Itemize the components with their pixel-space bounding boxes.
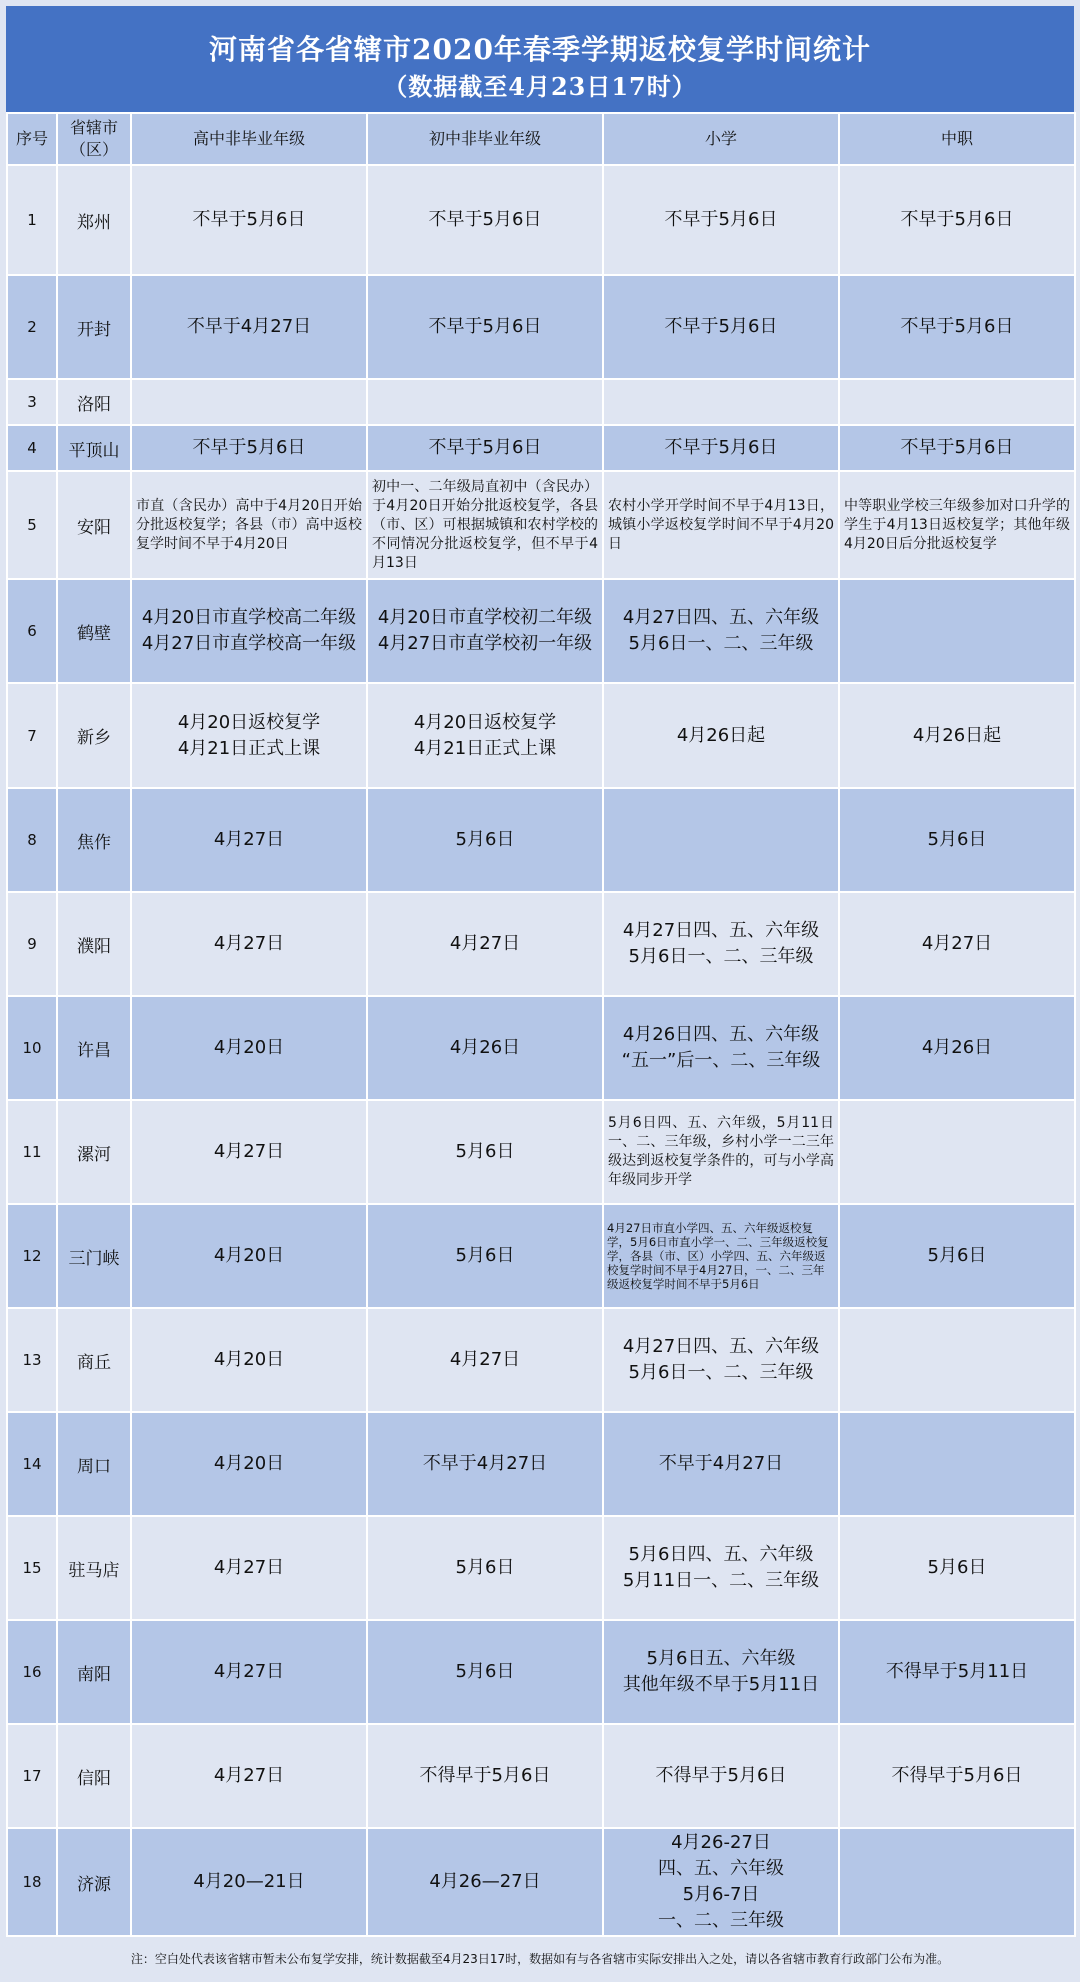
cell-primary	[603, 579, 839, 683]
table-row	[7, 1516, 1075, 1620]
cell-text: 5月6日	[455, 1557, 515, 1578]
cell-middle	[367, 275, 603, 379]
table-row	[7, 1620, 1075, 1724]
cell-high	[131, 579, 367, 683]
cell-text: 5月6日	[927, 1245, 987, 1266]
document-title: 河南省各省辖市2020年春季学期返校复学时间统计	[209, 33, 871, 66]
cell-text: 4月27日四、五、六年级	[622, 1336, 820, 1357]
cell-text: 4月27日	[213, 829, 285, 850]
cell-vocational	[839, 165, 1075, 275]
table-row	[7, 1100, 1075, 1204]
cell-text: 4月21日正式上课	[177, 737, 321, 759]
cell-high	[131, 996, 367, 1100]
schedule-table	[6, 112, 1076, 1937]
cell-middle	[367, 471, 603, 579]
cell-vocational	[839, 425, 1075, 471]
cell-high	[131, 1516, 367, 1620]
table-row	[7, 425, 1075, 471]
row-index: 13	[7, 1308, 57, 1412]
cell-vocational	[839, 1100, 1075, 1204]
city-name: 焦作	[57, 788, 131, 892]
cell-text: 4月20日	[213, 1245, 285, 1266]
row-index: 10	[7, 996, 57, 1100]
cell-high	[131, 1308, 367, 1412]
cell-middle	[367, 892, 603, 996]
cell-text: 4月27日市直学校高一年级	[141, 633, 357, 654]
cell-primary	[603, 996, 839, 1100]
row-index: 11	[7, 1100, 57, 1204]
cell-text: 4月20日市直学校初二年级	[377, 607, 593, 628]
cell-text: “五一”后一、二、三年级	[621, 1050, 821, 1071]
cell-text: 4月27日	[449, 933, 521, 954]
header-vocational: 中职	[839, 113, 1075, 165]
table-row	[7, 1308, 1075, 1412]
cell-text: 5月6日五、六年级	[646, 1648, 796, 1669]
city-name: 安阳	[57, 471, 131, 579]
cell-text: 5月6日	[927, 829, 987, 850]
city-name: 济源	[57, 1828, 131, 1936]
cell-middle	[367, 1516, 603, 1620]
cell-vocational	[839, 788, 1075, 892]
table-row	[7, 996, 1075, 1100]
cell-text: 4月20日	[213, 1349, 285, 1370]
cell-text: 四、五、六年级	[658, 1858, 784, 1879]
header-high-school: 高中非毕业年级	[131, 113, 367, 165]
cell-text: 其他年级不早于5月11日	[622, 1674, 820, 1695]
cell-high	[131, 379, 367, 425]
cell-text: 5月6日	[455, 1141, 515, 1162]
cell-high	[131, 275, 367, 379]
cell-vocational	[839, 1724, 1075, 1828]
row-index: 3	[7, 379, 57, 425]
cell-vocational	[839, 1308, 1075, 1412]
cell-vocational	[839, 1516, 1075, 1620]
cell-text: 不早于4月27日	[658, 1453, 784, 1474]
cell-middle	[367, 1100, 603, 1204]
row-index: 12	[7, 1204, 57, 1308]
cell-text: 不早于5月6日	[900, 437, 1014, 458]
cell-text: 4月27日	[213, 1557, 285, 1578]
cell-text: 农村小学开学时间不早于4月13日，城镇小学返校复学时间不早于4月20日	[608, 497, 834, 552]
cell-middle	[367, 1204, 603, 1308]
cell-primary	[603, 1828, 839, 1936]
cell-high	[131, 788, 367, 892]
cell-text: 不得早于5月6日	[655, 1765, 787, 1786]
cell-text: 不早于5月6日	[664, 316, 778, 337]
cell-vocational	[839, 1412, 1075, 1516]
cell-primary	[603, 788, 839, 892]
cell-text: 5月6日一、二、三年级	[628, 1362, 814, 1383]
city-name: 商丘	[57, 1308, 131, 1412]
cell-text: 不早于4月27日	[422, 1453, 548, 1474]
row-index: 16	[7, 1620, 57, 1724]
cell-primary	[603, 1100, 839, 1204]
cell-text: 一、二、三年级	[658, 1910, 784, 1931]
cell-text: 不早于5月6日	[192, 437, 306, 458]
cell-text: 4月26—27日	[429, 1871, 541, 1892]
row-index: 17	[7, 1724, 57, 1828]
cell-text: 4月27日	[213, 1661, 285, 1682]
cell-primary	[603, 1516, 839, 1620]
cell-text: 4月20日返校复学	[413, 711, 557, 733]
cell-text: 4月27日四、五、六年级	[622, 920, 820, 941]
cell-text: 5月6日一、二、三年级	[628, 633, 814, 654]
cell-text: 不得早于5月6日	[891, 1765, 1023, 1786]
cell-high	[131, 425, 367, 471]
table-row	[7, 579, 1075, 683]
cell-middle	[367, 579, 603, 683]
city-name: 驻马店	[57, 1516, 131, 1620]
cell-high	[131, 1412, 367, 1516]
cell-high	[131, 683, 367, 788]
cell-text: 5月6日	[455, 829, 515, 850]
table-row	[7, 788, 1075, 892]
cell-text: 4月20日	[213, 1453, 285, 1474]
cell-high	[131, 471, 367, 579]
city-name: 濮阳	[57, 892, 131, 996]
table-row	[7, 683, 1075, 788]
table-row	[7, 1828, 1075, 1936]
cell-high	[131, 1828, 367, 1936]
cell-text: 4月27日	[213, 1141, 285, 1162]
row-index: 7	[7, 683, 57, 788]
table-row	[7, 275, 1075, 379]
cell-text: 5月6日四、五、六年级	[628, 1544, 814, 1565]
city-name: 周口	[57, 1412, 131, 1516]
cell-vocational	[839, 471, 1075, 579]
row-index: 8	[7, 788, 57, 892]
cell-text: 4月27日市直小学四、五、六年级返校复学，5月6日市直小学一、二、三年级返校复学，各县（市、区）小学四、五、六年级返校复学时间不早于4月27日，一、二、三年级返校复学时间不早于5月6日	[607, 1221, 829, 1291]
row-index: 5	[7, 471, 57, 579]
cell-high	[131, 1620, 367, 1724]
cell-text: 不早于4月27日	[186, 316, 312, 337]
row-index: 6	[7, 579, 57, 683]
row-index: 2	[7, 275, 57, 379]
cell-primary	[603, 892, 839, 996]
table-row	[7, 165, 1075, 275]
cell-text: 4月27日四、五、六年级	[622, 607, 820, 628]
city-name: 平顶山	[57, 425, 131, 471]
cell-primary	[603, 425, 839, 471]
cell-middle	[367, 1620, 603, 1724]
table-row	[7, 379, 1075, 425]
cell-primary	[603, 379, 839, 425]
row-index: 9	[7, 892, 57, 996]
header-row	[7, 113, 1075, 165]
cell-text: 4月26日起	[912, 724, 1002, 746]
city-name: 鹤壁	[57, 579, 131, 683]
cell-primary	[603, 1620, 839, 1724]
cell-text: 5月6日一、二、三年级	[628, 946, 814, 967]
cell-text: 不早于5月6日	[192, 209, 306, 230]
cell-text: 5月6-7日	[682, 1884, 760, 1905]
cell-text: 4月26日	[449, 1037, 521, 1058]
cell-text: 不早于5月6日	[428, 437, 542, 458]
header-index: 序号	[7, 113, 57, 165]
cell-vocational	[839, 996, 1075, 1100]
cell-text: 4月20日返校复学	[177, 711, 321, 733]
table-row	[7, 471, 1075, 579]
cell-text: 不早于5月6日	[664, 209, 778, 230]
cell-middle	[367, 379, 603, 425]
cell-text: 不得早于5月11日	[885, 1661, 1029, 1682]
cell-text: 4月20日	[213, 1037, 285, 1058]
header-city: 省辖市（区）	[57, 113, 131, 165]
row-index: 14	[7, 1412, 57, 1516]
cell-middle	[367, 996, 603, 1100]
header-middle-school: 初中非毕业年级	[367, 113, 603, 165]
cell-text: 4月20—21日	[193, 1871, 305, 1892]
cell-text: 4月26日	[921, 1037, 993, 1058]
cell-vocational	[839, 379, 1075, 425]
cell-text: 5月6日	[455, 1661, 515, 1682]
table-row	[7, 892, 1075, 996]
city-name: 洛阳	[57, 379, 131, 425]
cell-primary	[603, 1204, 839, 1308]
cell-primary	[603, 1308, 839, 1412]
cell-vocational	[839, 1204, 1075, 1308]
header-primary-school: 小学	[603, 113, 839, 165]
cell-text: 4月27日	[921, 933, 993, 954]
cell-text: 不得早于5月6日	[419, 1765, 551, 1786]
cell-middle	[367, 165, 603, 275]
table-row	[7, 1204, 1075, 1308]
cell-vocational	[839, 1828, 1075, 1936]
cell-middle	[367, 1828, 603, 1936]
cell-text: 4月26日四、五、六年级	[622, 1024, 820, 1045]
cell-text: 4月21日正式上课	[413, 737, 557, 759]
cell-primary	[603, 1724, 839, 1828]
cell-middle	[367, 1412, 603, 1516]
cell-primary	[603, 683, 839, 788]
cell-text: 5月6日	[455, 1245, 515, 1266]
cell-vocational	[839, 275, 1075, 379]
cell-vocational	[839, 1620, 1075, 1724]
cell-vocational	[839, 579, 1075, 683]
cell-middle	[367, 1308, 603, 1412]
row-index: 18	[7, 1828, 57, 1936]
cell-text: 不早于5月6日	[900, 209, 1014, 230]
cell-text: 不早于5月6日	[428, 209, 542, 230]
table-row	[7, 1412, 1075, 1516]
cell-text: 4月27日	[449, 1349, 521, 1370]
city-name: 信阳	[57, 1724, 131, 1828]
cell-middle	[367, 683, 603, 788]
cell-text: 初中一、二年级局直初中（含民办）于4月20日开始分批返校复学，各县（市、区）可根据城镇和农村学校的不同情况分批返校复学，但不早于4月13日	[372, 478, 598, 571]
cell-text: 5月11日一、二、三年级	[622, 1570, 820, 1591]
city-name: 南阳	[57, 1620, 131, 1724]
cell-primary	[603, 165, 839, 275]
city-name: 许昌	[57, 996, 131, 1100]
row-index: 4	[7, 425, 57, 471]
cell-primary	[603, 1412, 839, 1516]
cell-text: 不早于5月6日	[428, 316, 542, 337]
cell-text: 不早于5月6日	[900, 316, 1014, 337]
cell-text: 4月27日	[213, 1765, 285, 1786]
title-banner	[6, 6, 1074, 112]
row-index: 15	[7, 1516, 57, 1620]
cell-middle	[367, 788, 603, 892]
cell-text: 5月6日四、五、六年级，5月11日一、二、三年级，乡村小学一二三年级达到返校复学条件的，可与小学高年级同步开学	[608, 1115, 834, 1188]
cell-text: 4月20日市直学校高二年级	[141, 607, 357, 628]
cell-high	[131, 892, 367, 996]
footnote: 注：空白处代表该省辖市暂未公布复学安排，统计数据截至4月23日17时，数据如有与各省辖市实际安排出入之处，请以各省辖市教育行政部门公布为准。	[6, 1942, 1074, 1976]
cell-vocational	[839, 683, 1075, 788]
city-name: 三门峡	[57, 1204, 131, 1308]
cell-primary	[603, 275, 839, 379]
cell-text: 4月27日	[213, 933, 285, 954]
cell-text: 4月26-27日	[671, 1832, 771, 1853]
cell-text: 4月26日起	[676, 724, 766, 746]
cell-high	[131, 165, 367, 275]
cell-text: 中等职业学校三年级参加对口升学的学生于4月13日返校复学；其他年级4月20日后分批返校复学	[844, 497, 1070, 552]
cell-text: 不早于5月6日	[664, 437, 778, 458]
cell-middle	[367, 425, 603, 471]
cell-text: 4月27日市直学校初一年级	[377, 633, 593, 654]
cell-high	[131, 1204, 367, 1308]
cell-primary	[603, 471, 839, 579]
city-name: 新乡	[57, 683, 131, 788]
row-index: 1	[7, 165, 57, 275]
city-name: 漯河	[57, 1100, 131, 1204]
cell-high	[131, 1724, 367, 1828]
cell-high	[131, 1100, 367, 1204]
cell-text: 市直（含民办）高中于4月20日开始分批返校复学；各县（市）高中返校复学时间不早于4月20日	[136, 497, 362, 552]
document-subtitle: （数据截至4月23日17时）	[383, 72, 697, 101]
cell-text: 5月6日	[927, 1557, 987, 1578]
city-name: 郑州	[57, 165, 131, 275]
city-name: 开封	[57, 275, 131, 379]
cell-vocational	[839, 892, 1075, 996]
table-row	[7, 1724, 1075, 1828]
cell-middle	[367, 1724, 603, 1828]
